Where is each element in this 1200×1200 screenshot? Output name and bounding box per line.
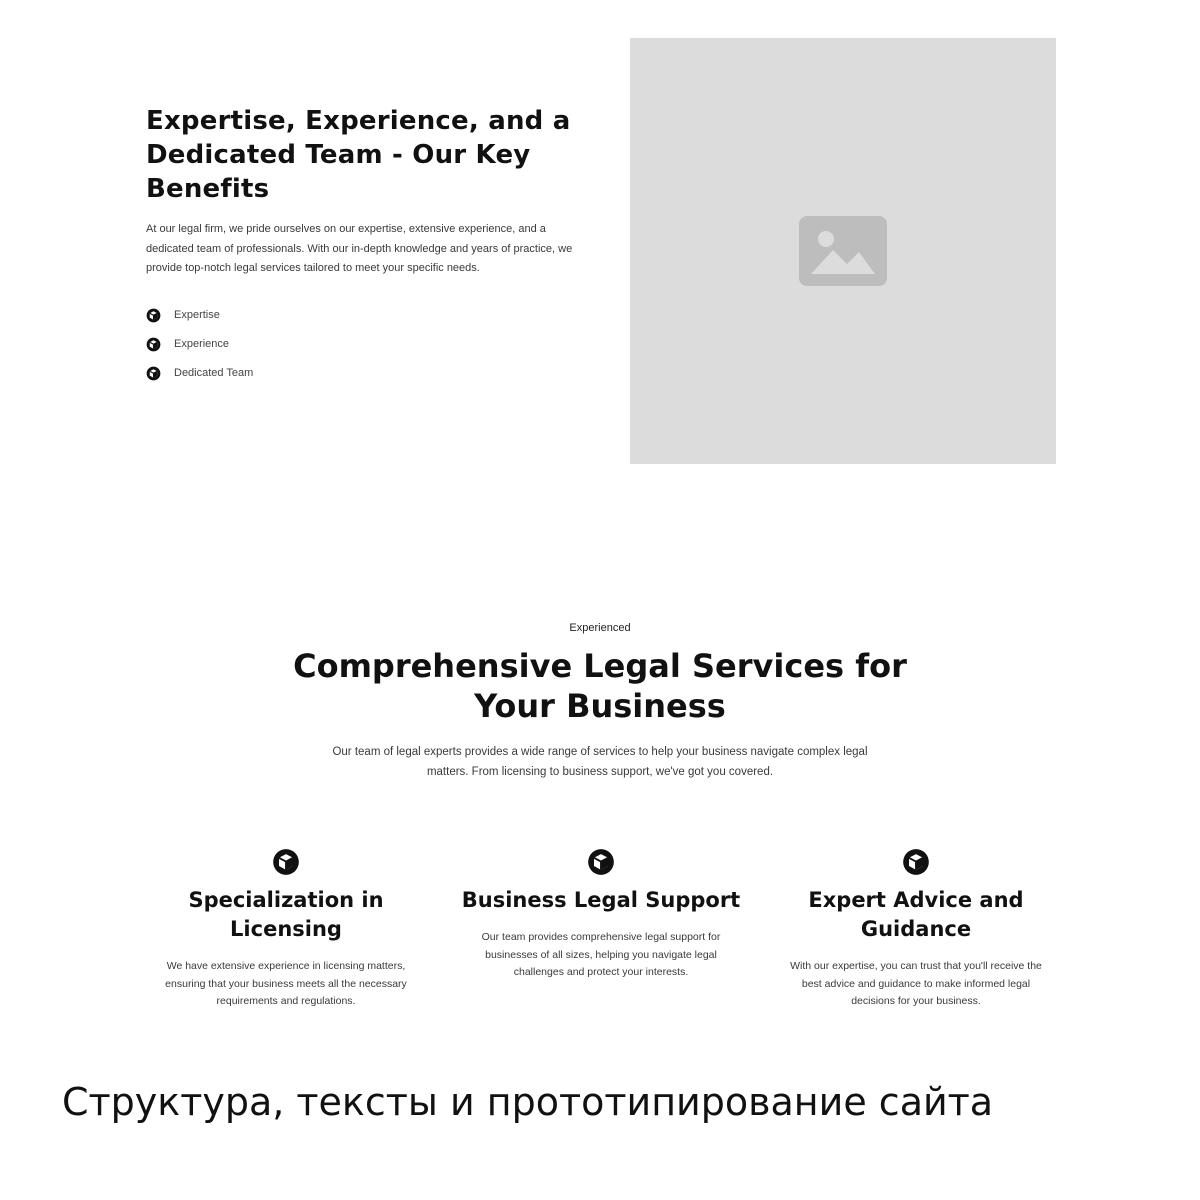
benefits-section — [146, 104, 576, 388]
services-intro: Our team of legal experts provides a wide range of services to help your business navigate complex legal matters. From licensing to business support, we've got you covered. — [332, 746, 868, 778]
benefit-item — [146, 359, 576, 388]
benefit-label: Experience — [174, 338, 230, 350]
service-card-title: Business Legal Support — [461, 888, 741, 912]
benefits-list — [146, 301, 576, 388]
image-placeholder — [630, 38, 1056, 464]
service-card-title: Expert Advice and Guidance — [808, 888, 1024, 941]
services-section — [0, 622, 1200, 782]
service-card-text: Our team provides comprehensive legal support for businesses of all sizes, helping you navigate legal challenges and protect your interests. — [481, 931, 721, 978]
cube-icon — [272, 848, 300, 876]
benefit-item — [146, 301, 576, 330]
benefit-label: Dedicated Team — [174, 367, 254, 379]
service-card-title: Specialization in Licensing — [188, 888, 384, 941]
cube-icon — [587, 848, 615, 876]
services-tagline: Experienced — [569, 622, 631, 634]
image-placeholder-icon — [799, 216, 887, 286]
cube-icon — [902, 848, 930, 876]
benefit-label: Expertise — [174, 309, 220, 321]
service-card-licensing — [136, 848, 436, 1011]
services-title: Comprehensive Legal Services for Your Business — [293, 647, 907, 725]
benefits-description: At our legal firm, we pride ourselves on our expertise, extensive experience, and a dedicated team of professionals. With our in-depth knowledge and years of practice, we provide top-notch legal services tailored to meet your specific needs. — [146, 223, 573, 274]
benefit-item — [146, 330, 576, 359]
service-card-expert-advice — [766, 848, 1066, 1011]
cube-icon — [146, 366, 161, 381]
service-card-business-support — [451, 848, 751, 982]
benefits-title: Expertise, Experience, and a Dedicated Team - Our Key Benefits — [146, 106, 571, 204]
cube-icon — [146, 337, 161, 352]
service-card-text: With our expertise, you can trust that you'll receive the best advice and guidance to make informed legal decisions for your business. — [790, 960, 1042, 1007]
service-card-text: We have extensive experience in licensing matters, ensuring that your business meets all the necessary requirements and regulations. — [165, 960, 407, 1007]
cube-icon — [146, 308, 161, 323]
page-caption: Структура, тексты и прототипирование сайта — [62, 1080, 994, 1124]
